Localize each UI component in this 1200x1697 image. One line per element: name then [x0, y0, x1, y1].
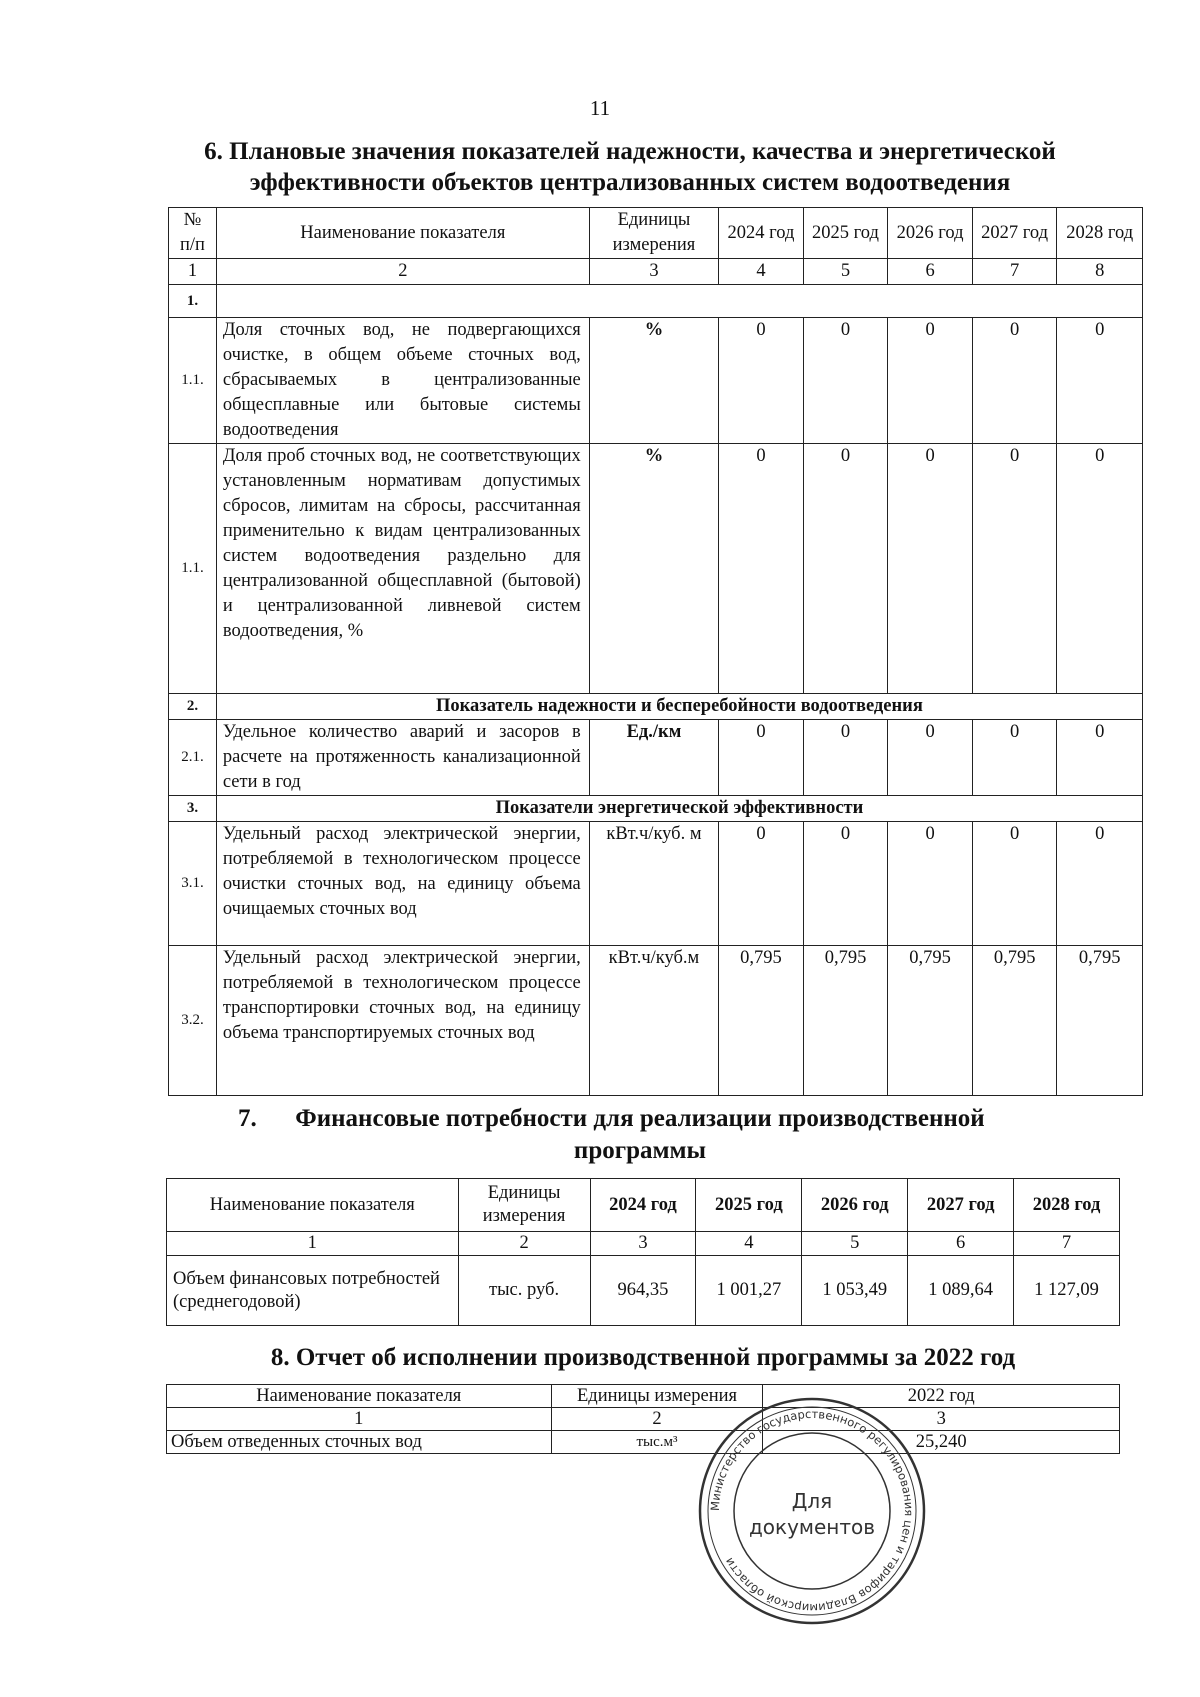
indicator-name: Объем финансовых потребностей (среднегодовой): [167, 1256, 459, 1326]
header-name: Наименование показателя: [216, 208, 589, 259]
indicator-name: Доля проб сточных вод, не соответствующих установленным нормативам допустимых сбросов, лимитам на сбросы, рассчитанная применительно к видам централизованных систем водоотведения раздельно для централизованной общесплавной (бытовой) и централизованной ливневой систем водоотведения, %: [216, 444, 589, 694]
column-index-row: [167, 1232, 1120, 1256]
col-index: 1: [167, 1232, 459, 1256]
unit: Ед./км: [589, 720, 718, 796]
value-cell: 964,35: [590, 1256, 696, 1326]
section-6-title: [150, 136, 1110, 198]
group-number: 2.: [169, 694, 217, 720]
header-unit: Единицы измерения: [551, 1385, 763, 1408]
value-cell: 1 089,64: [908, 1256, 1014, 1326]
unit: %: [589, 318, 718, 444]
col-index: 1: [167, 1408, 552, 1431]
value-cell: 0: [803, 720, 888, 796]
col-index: 8: [1057, 259, 1143, 285]
group-row: [169, 796, 1143, 822]
col-index: 7: [1014, 1232, 1120, 1256]
section-7-number: 7.: [238, 1105, 257, 1132]
header-year: 2027 год: [972, 208, 1057, 259]
header-num: № п/п: [169, 208, 217, 259]
col-index: 4: [696, 1232, 802, 1256]
stamp-center-text: [697, 1488, 927, 1540]
value-cell: 0: [719, 720, 804, 796]
row-number: 1.1.: [169, 444, 217, 694]
group-number: 1.: [169, 285, 217, 318]
group-row: [169, 694, 1143, 720]
table-row: [167, 1431, 1120, 1454]
col-index: 3: [763, 1408, 1120, 1431]
value-cell: 0,795: [888, 946, 973, 1096]
value-cell: 0,795: [1057, 946, 1143, 1096]
table-row: [169, 946, 1143, 1096]
value-cell: 0: [972, 822, 1057, 946]
section-7-title-line1: Финансовые потребности для реализации производственной: [295, 1105, 985, 1132]
section-6-title-line1: 6. Плановые значения показателей надежности, качества и энергетической: [204, 138, 1056, 165]
col-index: 5: [802, 1232, 908, 1256]
value-cell: 0: [972, 720, 1057, 796]
col-index: 4: [719, 259, 804, 285]
section-7-title: [180, 1103, 1100, 1167]
header-year: 2028 год: [1014, 1179, 1120, 1232]
value-cell: 25,240: [763, 1431, 1120, 1454]
unit: кВт.ч/куб. м: [589, 822, 718, 946]
unit: тыс.м³: [551, 1431, 763, 1454]
stamp-center-line1: Для: [791, 1489, 833, 1513]
section-7-title-line2: программы: [573, 1137, 707, 1164]
header-unit: Единицы измерения: [589, 208, 718, 259]
value-cell: 1 053,49: [802, 1256, 908, 1326]
value-cell: 0,795: [972, 946, 1057, 1096]
header-name: Наименование показателя: [167, 1179, 459, 1232]
value-cell: 0: [972, 318, 1057, 444]
col-index: 1: [169, 259, 217, 285]
value-cell: 0: [719, 318, 804, 444]
reliability-indicators-table: [168, 207, 1143, 1096]
unit: кВт.ч/куб.м: [589, 946, 718, 1096]
header-year: 2026 год: [802, 1179, 908, 1232]
header-year: 2022 год: [763, 1385, 1120, 1408]
header-year: 2025 год: [696, 1179, 802, 1232]
section-6-title-line2: эффективности объектов централизованных систем водоотведения: [249, 169, 1011, 196]
indicator-name: Объем отведенных сточных вод: [167, 1431, 552, 1454]
row-number: 3.2.: [169, 946, 217, 1096]
value-cell: 0,795: [803, 946, 888, 1096]
indicator-name: Удельный расход электрической энергии, потребляемой в технологическом процессе транспортировки сточных вод, на единицу объема транспортируемых сточных вод: [216, 946, 589, 1096]
unit: тыс. руб.: [458, 1256, 590, 1326]
value-cell: 0,795: [719, 946, 804, 1096]
header-year: 2026 год: [888, 208, 973, 259]
section-8-title: 8. Отчет об исполнении производственной программы за 2022 год: [270, 1344, 1016, 1371]
value-cell: 0: [719, 822, 804, 946]
header-year: 2025 год: [803, 208, 888, 259]
header-year: 2024 год: [590, 1179, 696, 1232]
value-cell: 0: [1057, 822, 1143, 946]
value-cell: 0: [972, 444, 1057, 694]
group-title: Показатели энергетической эффективности: [216, 796, 1142, 822]
value-cell: 0: [1057, 444, 1143, 694]
table-row: [169, 444, 1143, 694]
indicator-name: Удельное количество аварий и засоров в расчете на протяженность канализационной сети в год: [216, 720, 589, 796]
row-number: 3.1.: [169, 822, 217, 946]
col-index: 2: [216, 259, 589, 285]
page-number: 11: [589, 96, 611, 120]
column-index-row: [169, 259, 1143, 285]
row-number: 2.1.: [169, 720, 217, 796]
col-index: 2: [458, 1232, 590, 1256]
value-cell: 0: [888, 444, 973, 694]
col-index: 3: [589, 259, 718, 285]
table-row: [167, 1256, 1120, 1326]
group-row: [169, 285, 1143, 318]
header-unit: Единицы измерения: [458, 1179, 590, 1232]
header-year: 2027 год: [908, 1179, 1014, 1232]
col-index: 5: [803, 259, 888, 285]
value-cell: 0: [888, 318, 973, 444]
col-index: 7: [972, 259, 1057, 285]
value-cell: 0: [888, 822, 973, 946]
table-header-row: [167, 1385, 1120, 1408]
col-index: 6: [888, 259, 973, 285]
value-cell: 0: [719, 444, 804, 694]
value-cell: 0: [803, 822, 888, 946]
table-row: [169, 720, 1143, 796]
col-index: 3: [590, 1232, 696, 1256]
indicator-name: Доля сточных вод, не подвергающихся очистке, в общем объеме сточных вод, сбрасываемых в централизованные общесплавные или бытовые системы водоотведения: [216, 318, 589, 444]
value-cell: 0: [888, 720, 973, 796]
value-cell: 1 127,09: [1014, 1256, 1120, 1326]
program-report-table: [166, 1384, 1120, 1454]
unit: %: [589, 444, 718, 694]
header-name: Наименование показателя: [167, 1385, 552, 1408]
header-year: 2028 год: [1057, 208, 1143, 259]
column-index-row: [167, 1408, 1120, 1431]
value-cell: 0: [803, 318, 888, 444]
header-year: 2024 год: [719, 208, 804, 259]
group-number: 3.: [169, 796, 217, 822]
indicator-name: Удельный расход электрической энергии, потребляемой в технологическом процессе очистки сточных вод, на единицу объема очищаемых сточных вод: [216, 822, 589, 946]
value-cell: 1 001,27: [696, 1256, 802, 1326]
stamp-ring-textpath: Министерство государственного регулирования цен и тарифов Владимирской области: [707, 1406, 917, 1616]
value-cell: 0: [1057, 318, 1143, 444]
value-cell: 0: [803, 444, 888, 694]
table-row: [169, 822, 1143, 946]
value-cell: 0: [1057, 720, 1143, 796]
financial-needs-table: [166, 1178, 1120, 1326]
table-header-row: [167, 1179, 1120, 1232]
col-index: 6: [908, 1232, 1014, 1256]
table-row: [169, 318, 1143, 444]
group-title: Показатель надежности и бесперебойности водоотведения: [216, 694, 1142, 720]
table-header-row: [169, 208, 1143, 259]
row-number: 1.1.: [169, 318, 217, 444]
col-index: 2: [551, 1408, 763, 1431]
stamp-center-line2: документов: [748, 1515, 876, 1539]
